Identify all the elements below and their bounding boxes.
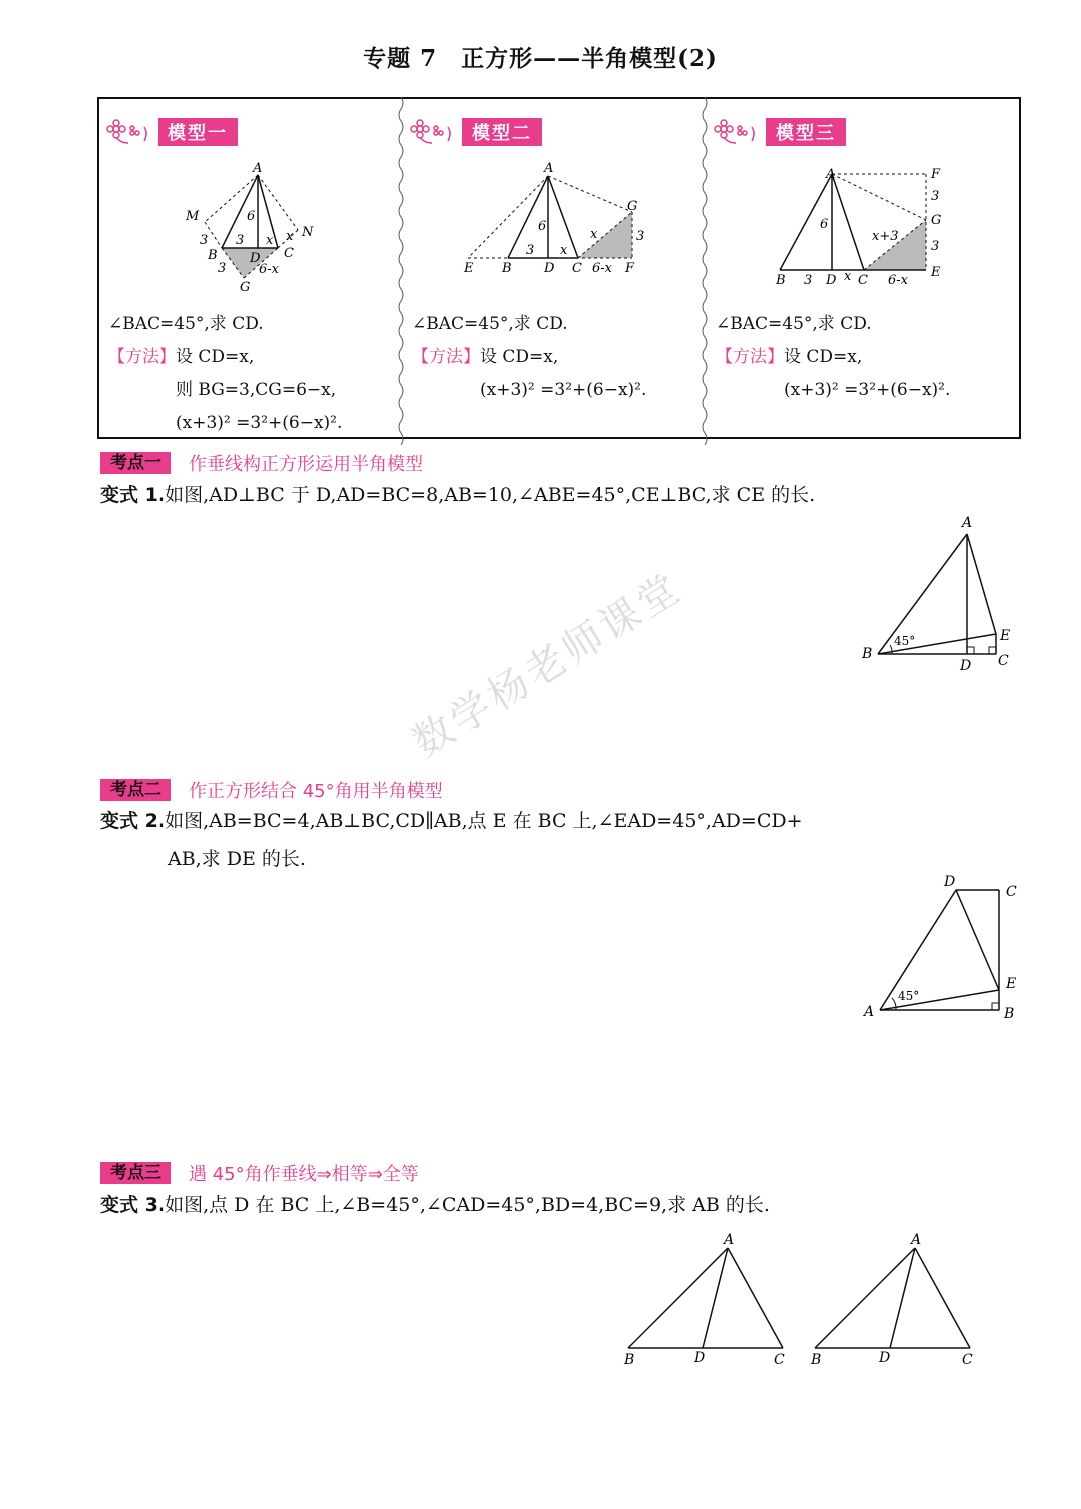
kaodian-1 xyxy=(100,450,423,476)
fig1-len-3a: 3 xyxy=(236,233,245,248)
fig2-label-F: F xyxy=(625,261,635,276)
kaodian-2-title: 作正方形结合 45°角用半角模型 xyxy=(189,781,443,802)
problem-2-label: 变式 2. xyxy=(100,810,166,832)
fig7-label-D: D xyxy=(879,1350,891,1366)
kaodian-2 xyxy=(100,777,443,803)
watermark: 数学杨老师课堂 xyxy=(404,564,691,767)
model-1-question: ∠BAC=45°,求 CD. xyxy=(108,314,264,334)
fig1-label-B: B xyxy=(208,248,218,263)
fig2-len-3b: 3 xyxy=(636,229,645,244)
method-tag: 【方法】 xyxy=(716,347,784,367)
model-3-text xyxy=(716,308,1011,407)
kaodian-1-title: 作垂线构正方形运用半角模型 xyxy=(189,454,423,475)
model-3-method-line: 设 CD=x, xyxy=(784,347,863,367)
problem-3-text: 如图,点 D 在 BC 上,∠B=45°,∠CAD=45°,BD=4,BC=9,求 AB 的长. xyxy=(165,1194,770,1216)
fig2-label-D: D xyxy=(544,261,555,276)
fig3-label-D: D xyxy=(826,273,837,288)
problem-1-figure xyxy=(855,510,1015,680)
fig5-label-E: E xyxy=(1006,976,1017,992)
problem-1-text: 如图,AD⊥BC 于 D,AD=BC=8,AB=10,∠ABE=45°,CE⊥BC,求 CE 的长. xyxy=(165,484,816,506)
problem-1-label: 变式 1. xyxy=(100,484,166,506)
fig2-label-E: E xyxy=(464,261,474,276)
fig2-label-A: A xyxy=(544,161,554,176)
fig2-len-6: 6 xyxy=(538,219,547,234)
fig3-len-x: x xyxy=(844,269,852,284)
model-1-text xyxy=(108,308,393,440)
fig1-label-D: D xyxy=(250,251,261,266)
fig7-label-A: A xyxy=(911,1232,922,1248)
model-3-question: ∠BAC=45°,求 CD. xyxy=(716,314,872,334)
kaodian-3-title: 遇 45°角作垂线⇒相等⇒全等 xyxy=(189,1164,419,1185)
fig4-label-A: A xyxy=(962,515,973,531)
topic-number: 专题 7 xyxy=(363,45,438,72)
fig1-label-N: N xyxy=(302,225,314,240)
fig2-label-B: B xyxy=(502,261,512,276)
fig1-label-A: A xyxy=(253,161,263,176)
fig3-label-C: C xyxy=(858,273,868,288)
fig3-label-A: A xyxy=(826,167,836,182)
flower-icon xyxy=(714,119,760,145)
fig1-len-6x: 6-x xyxy=(259,262,279,277)
fig2-len-3a: 3 xyxy=(526,243,535,258)
fig4-angle-45: 45° xyxy=(894,634,916,648)
problem-3-label: 变式 3. xyxy=(100,1194,166,1216)
fig4-label-C: C xyxy=(998,653,1009,669)
flower-icon xyxy=(410,119,456,145)
fig3-label-F: F xyxy=(931,167,941,182)
fig4-label-D: D xyxy=(960,658,972,674)
model-1-method-line: (x+3)² =3²+(6−x)². xyxy=(176,413,343,433)
fig1-len-6: 6 xyxy=(247,209,256,224)
fig1-len-3c: 3 xyxy=(218,261,227,276)
model-3-badge: 模型三 xyxy=(766,118,846,146)
model-2-question: ∠BAC=45°,求 CD. xyxy=(412,314,568,334)
fig3-len-x3: x+3 xyxy=(872,229,899,244)
fig4-label-B: B xyxy=(862,646,873,662)
fig2-len-x: x xyxy=(560,243,568,258)
kaodian-1-tag: 考点一 xyxy=(100,452,171,474)
fig3-label-B: B xyxy=(776,273,786,288)
fig1-label-G: G xyxy=(240,280,251,295)
model-3-figure xyxy=(770,160,960,290)
fig2-len-x2: x xyxy=(590,227,598,242)
fig6-label-B: B xyxy=(624,1352,635,1368)
model-2-text xyxy=(412,308,697,407)
fig5-angle-45: 45° xyxy=(898,989,920,1003)
problem-2 xyxy=(100,802,1030,878)
model-1-method-line: 设 CD=x, xyxy=(176,347,255,367)
fig6-label-D: D xyxy=(694,1350,706,1366)
fig2-label-C: C xyxy=(572,261,582,276)
fig3-len-3a: 3 xyxy=(804,273,813,288)
model-1-figure xyxy=(180,155,330,295)
fig5-label-D: D xyxy=(944,874,956,890)
problem-3-figure-1 xyxy=(620,1228,800,1373)
model-1-badge: 模型一 xyxy=(158,118,238,146)
wavy-divider xyxy=(700,97,710,439)
kaodian-3-tag: 考点三 xyxy=(100,1162,171,1184)
page-title xyxy=(0,40,1081,73)
problem-3-figure-2 xyxy=(805,1228,985,1373)
model-2-method-line: 设 CD=x, xyxy=(480,347,559,367)
fig5-label-C: C xyxy=(1006,884,1017,900)
model-2-header xyxy=(410,118,542,146)
fig1-len-x2: x xyxy=(286,229,294,244)
fig3-len-6: 6 xyxy=(820,217,829,232)
kaodian-3 xyxy=(100,1160,419,1186)
model-3-method-line: (x+3)² =3²+(6−x)². xyxy=(784,380,951,400)
fig6-label-C: C xyxy=(774,1352,785,1368)
problem-1 xyxy=(100,476,1030,514)
fig3-len-6x: 6-x xyxy=(888,273,908,288)
kaodian-2-tag: 考点二 xyxy=(100,779,171,801)
fig3-len-3c: 3 xyxy=(931,239,940,254)
problem-3 xyxy=(100,1186,1030,1224)
fig3-label-G: G xyxy=(931,213,942,228)
model-1-header xyxy=(106,118,238,146)
fig7-label-C: C xyxy=(962,1352,973,1368)
topic-title: 正方形——半角模型(2) xyxy=(461,45,718,72)
model-1-method-line: 则 BG=3,CG=6−x, xyxy=(176,380,337,400)
fig1-len-x: x xyxy=(266,233,274,248)
fig1-len-3b: 3 xyxy=(200,233,209,248)
fig3-len-3b: 3 xyxy=(931,189,940,204)
fig1-label-C: C xyxy=(284,246,294,261)
flower-icon xyxy=(106,119,152,145)
fig5-label-A: A xyxy=(864,1004,875,1020)
method-tag: 【方法】 xyxy=(108,347,176,367)
model-2-figure xyxy=(460,158,645,278)
fig4-label-E: E xyxy=(1000,628,1011,644)
fig7-label-B: B xyxy=(811,1352,822,1368)
fig5-label-B: B xyxy=(1004,1006,1015,1022)
problem-2-figure xyxy=(858,870,1028,1025)
problem-2-line1: 如图,AB=BC=4,AB⊥BC,CD∥AB,点 E 在 BC 上,∠EAD=45°,AD=CD+ xyxy=(165,810,803,832)
fig6-label-A: A xyxy=(724,1232,735,1248)
wavy-divider xyxy=(396,97,406,439)
fig3-label-E: E xyxy=(931,265,941,280)
model-3-header xyxy=(714,118,846,146)
method-tag: 【方法】 xyxy=(412,347,480,367)
fig2-len-6x: 6-x xyxy=(592,261,612,276)
fig1-label-M: M xyxy=(186,209,200,224)
fig2-label-G: G xyxy=(627,199,638,214)
model-2-badge: 模型二 xyxy=(462,118,542,146)
model-2-method-line: (x+3)² =3²+(6−x)². xyxy=(480,380,647,400)
problem-2-line2: AB,求 DE 的长. xyxy=(168,848,306,870)
